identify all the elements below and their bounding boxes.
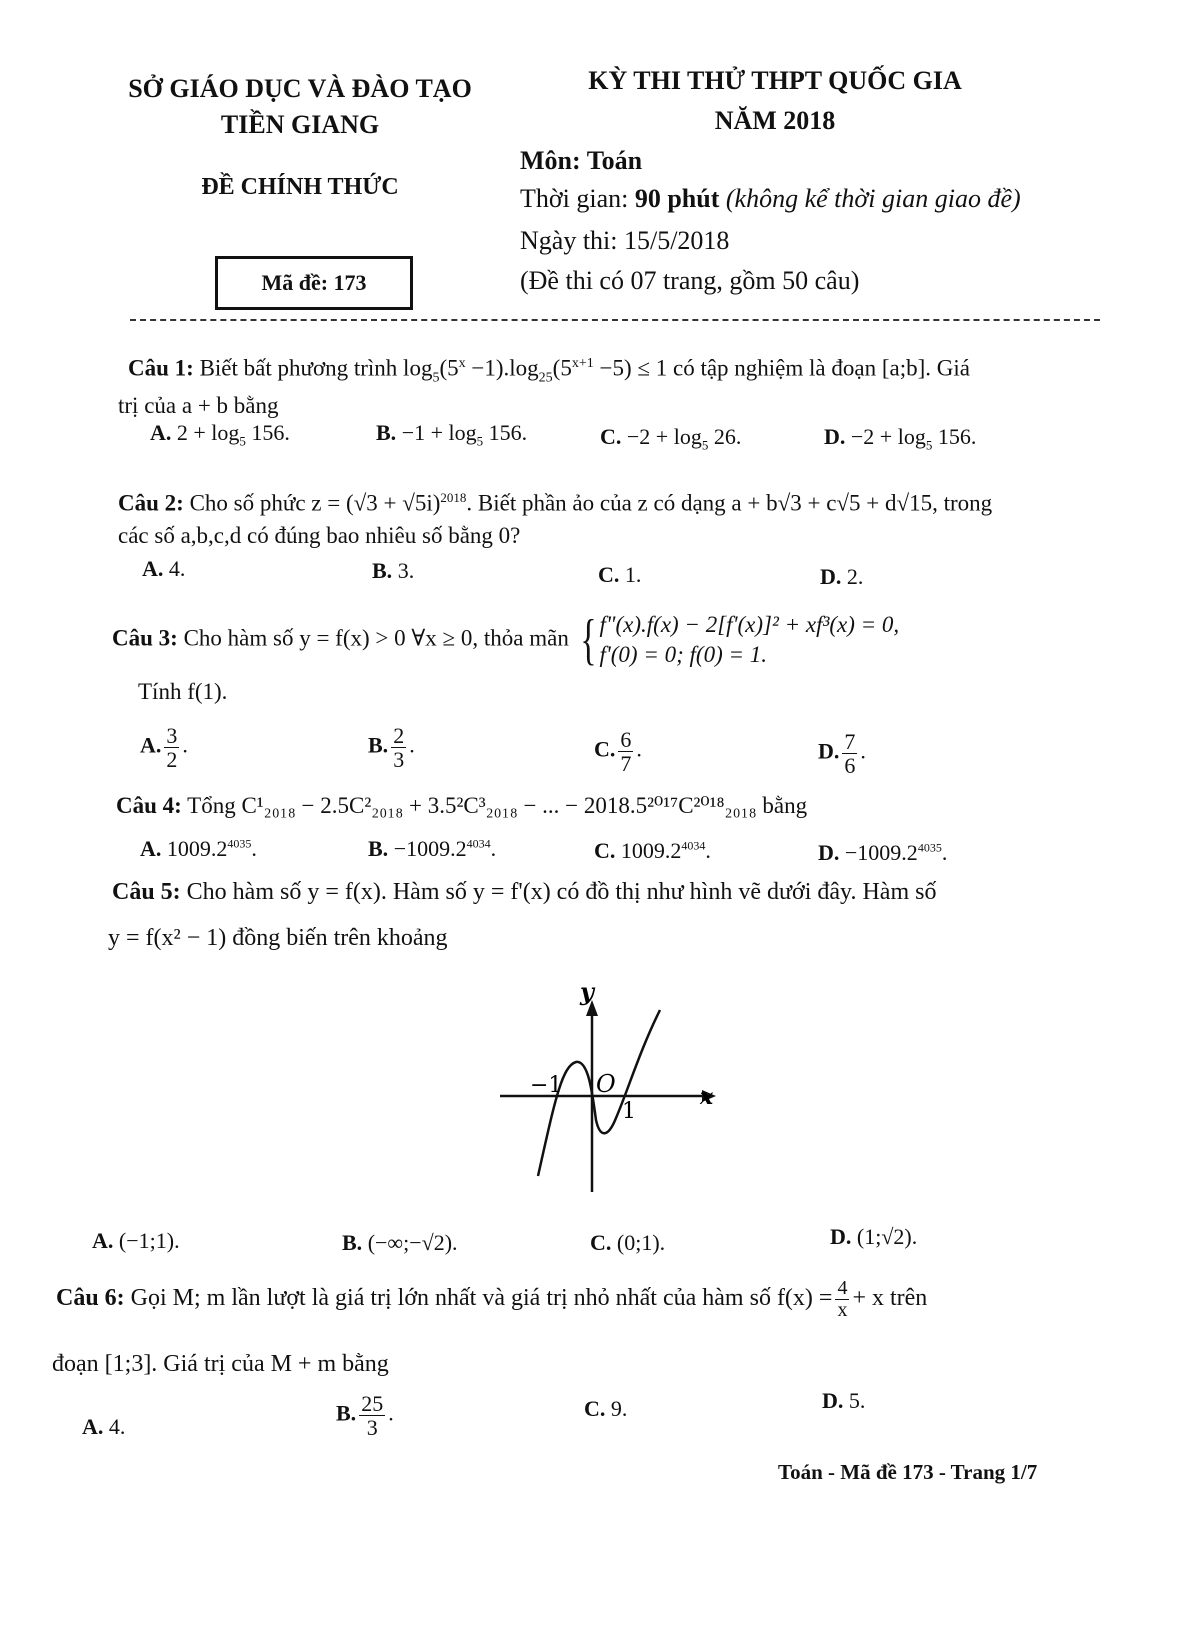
q3-a-den: 2 [166,747,178,773]
time-value: 90 phút [634,184,720,213]
q6-b-label: B. [336,1400,357,1426]
subject: Môn: Toán [520,146,643,175]
q1-b-label: B. [376,420,397,445]
q1-d-label: D. [824,424,846,449]
q2-label: Câu 2: [118,490,184,516]
q2-line2: các số a,b,c,d có đúng bao nhiêu số bằng 0? [118,523,521,548]
exam-year: NĂM 2018 [714,106,836,135]
q1-d-text: −2 + log [850,424,926,449]
q6-line2: đoạn [1;3]. Giá trị của M + m bằng [52,1351,389,1377]
q3-b-num: 2 [393,723,405,748]
q6-text-b: + x trên [852,1285,928,1312]
q4-d-exp: 4035 [917,840,942,855]
q4-b-text: −1009.2 [393,836,467,861]
exam-title: KỲ THI THỬ THPT QUỐC GIA [588,66,962,95]
q6-b-den: 3 [366,1415,378,1441]
q4-label: Câu 4: [116,793,182,818]
q1-b-text: −1 + log [401,420,477,445]
q5-d-label: D. [830,1224,852,1249]
question-3 [112,610,899,670]
q5-option-d[interactable] [830,1224,917,1250]
q1-text-c: −1).log [465,355,539,381]
q4-option-b[interactable]: B. $-1009.2^{4034}$. [368,836,497,861]
q6-d-text: 5. [848,1388,866,1413]
q2-d-text: 2. [846,564,864,589]
q3-system [575,610,900,670]
q2-text-a: Cho số phức z = (√3 + √5i) [183,490,441,516]
y-axis-label: y [580,980,594,1006]
q1-a-tail: 156. [245,420,290,445]
q5-option-c[interactable] [590,1230,665,1256]
q5-line2: y = f(x² − 1) đồng biến trên khoảng [108,925,448,951]
q3-b-den: 3 [393,747,405,773]
question-1: Câu 1: Biết bất phương trình $\log_5(5^x -1).\log_{25}(5^{x+1} -5) \le 1$ có tập nghiệm là đoạn [a;b]. Giá [128,355,970,386]
q5-label: Câu 5: [112,879,181,905]
q3-label: Câu 3: [112,625,178,651]
q4-a-exp: 4035 [227,836,252,851]
q3-c-num: 6 [620,727,632,752]
q5-option-a[interactable] [92,1228,180,1254]
q3-c-den: 7 [620,751,632,777]
q2-exp: 2018 [440,490,467,505]
q2-c-text: 1. [624,562,642,587]
q4-b-exp: 4034 [466,836,491,851]
q6-option-c[interactable] [584,1396,627,1422]
q2-text-b: . Biết phần ảo của z có dạng a + b√3 + c√5 + d√15, trong [466,490,993,516]
q5-c-text: (0;1). [616,1230,666,1255]
q2-b-label: B. [372,558,393,583]
q4-option-a[interactable]: A. $1009.2^{4035}$. [140,836,257,861]
q2-a-label: A. [142,556,164,581]
q5-c-label: C. [590,1230,612,1255]
q1-d-tail: 156. [932,424,977,449]
official-label: ĐỀ CHÍNH THỨC [201,174,399,200]
q4-c-label: C. [594,838,616,863]
q4-a-text: 1009.2 [166,836,228,861]
q6-frac-num: 4 [837,1277,848,1299]
question-6 [56,1278,927,1321]
q3-b-label: B. [368,732,389,758]
q3-d-label: D. [818,738,840,764]
q6-a-label: A. [82,1414,104,1439]
q1-text-b: (5 [439,355,459,381]
q2-c-label: C. [598,562,620,587]
q3-a-label: A. [140,732,162,758]
q5-b-label: B. [342,1230,363,1255]
page-footer: Toán - Mã đề 173 - Trang 1/7 [778,1460,1038,1484]
q3-option-d[interactable]: D. $\frac{7}{6}$ . [818,729,866,779]
q5-option-b[interactable] [342,1230,458,1256]
q3-text-a: Cho hàm số y = f(x) > 0 ∀x ≥ 0, thỏa mãn [177,625,569,651]
question-4 [116,790,807,822]
q4-option-d[interactable]: D. $-1009.2^{4035}$. [818,840,948,865]
q4-option-c[interactable]: C. $1009.2^{4034}$. [594,838,711,863]
q2-b-text: 3. [397,558,415,583]
q4-c-exp: 4034 [681,838,706,853]
q6-a-text: 4. [108,1414,126,1439]
q6-text-a: Gọi M; m lần lượt là giá trị lớn nhất và giá trị nhỏ nhất của hàm số f(x) = [124,1285,833,1312]
q6-d-label: D. [822,1388,844,1413]
q5-d-text: (1;√2). [856,1224,918,1249]
q6-c-text: 9. [610,1396,628,1421]
q1-a-label: A. [150,420,172,445]
time-note: (không kể thời gian giao đề) [725,184,1021,213]
q5-b-text: (−∞;−√2). [367,1230,458,1255]
q3-brace: { [579,609,597,671]
q5-a-text: (−1;1). [118,1228,180,1253]
q3-option-c[interactable]: C. $\frac{6}{7}$ . [594,727,642,777]
exam-code-box: Mã đề: 173 [215,256,413,310]
q2-option-a[interactable] [142,556,185,582]
q3-c-label: C. [594,736,616,762]
q1-option-a[interactable]: A. $2 + \log_5 156$. [150,420,290,449]
q4-c-text: 1009.2 [620,838,682,863]
q2-option-d[interactable] [820,564,863,590]
q3-option-b[interactable]: B. $\frac{2}{3}$ . [368,723,415,773]
one-label: 1 [622,1099,636,1124]
q1-label: Câu 1: [128,355,194,381]
q4-b-label: B. [368,836,389,861]
neg-one-label: −1 [530,1073,563,1098]
q6-frac-den: x [837,1299,848,1321]
q6-b-num: 25 [361,1391,384,1416]
q5-text-a: Cho hàm số y = f(x). Hàm số y = f'(x) có đồ thị như hình vẽ dưới đây. Hàm số [180,879,937,905]
q3-d-den: 6 [844,753,856,779]
q4-a-label: A. [140,836,162,861]
department-line1: SỞ GIÁO DỤC VÀ ĐÀO TẠO [128,74,472,103]
q2-option-b[interactable] [372,558,414,584]
q3-d-num: 7 [844,729,856,754]
exam-date: Ngày thi: 15/5/2018 [520,226,730,255]
q3-eq1: f"(x).f(x) − 2[f'(x)]² + xf³(x) = 0, [599,612,900,637]
q1-a-text: 2 + log [176,420,240,445]
derivative-graph [500,980,740,1200]
q2-a-text: 4. [168,556,186,581]
x-axis-label: x [700,1084,714,1110]
q4-text: Tổng C¹₂₀₁₈ − 2.5C²₂₀₁₈ + 3.5²C³₂₀₁₈ − ... − 2018.5²⁰¹⁷C²⁰¹⁸₂₀₁₈ bằng [181,793,808,818]
q1-c-text: −2 + log [626,424,702,449]
q1-option-b[interactable]: B. $-1 + \log_5 156$. [376,420,528,449]
q3-option-a[interactable]: A. $\frac{3}{2}$ . [140,723,188,773]
q6-option-b[interactable]: B. $\frac{25}{3}$ . [336,1391,394,1441]
q6-option-a[interactable] [82,1414,125,1440]
q1-c-label: C. [600,424,622,449]
q2-d-label: D. [820,564,842,589]
q6-option-d[interactable] [822,1388,865,1414]
q3-a-num: 3 [166,723,178,748]
time-line [520,184,1021,214]
q3-line2: Tính f(1). [138,679,228,704]
q3-eq2: f'(0) = 0; f(0) = 1. [599,642,768,667]
q6-label: Câu 6: [56,1285,125,1312]
department-line2: TIỀN GIANG [220,110,380,139]
q5-a-label: A. [92,1228,114,1253]
q1-text-d: (5 [552,355,572,381]
question-2 [118,482,992,520]
time-label: Thời gian: [520,184,635,213]
q2-option-c[interactable] [598,562,641,588]
q6-c-label: C. [584,1396,606,1421]
header-divider [130,319,1100,321]
q1-line2: trị của a + b bằng [118,393,279,418]
q1-option-c[interactable]: C. $-2 + \log_5 26$. [600,424,742,453]
q1-text-a: Biết bất phương trình log [193,355,433,381]
question-5 [112,876,936,908]
q1-b-tail: 156. [483,420,528,445]
q1-text-e: −5) ≤ 1 có tập nghiệm là đoạn [a;b]. Giá [593,355,970,381]
q4-d-label: D. [818,840,840,865]
q1-c-tail: 26. [708,424,742,449]
q4-d-text: −1009.2 [844,840,918,865]
origin-label: O [596,1070,616,1098]
pages-note: (Đề thi có 07 trang, gồm 50 câu) [520,266,860,295]
q1-option-d[interactable]: D. $-2 + \log_5 156$. [824,424,977,453]
